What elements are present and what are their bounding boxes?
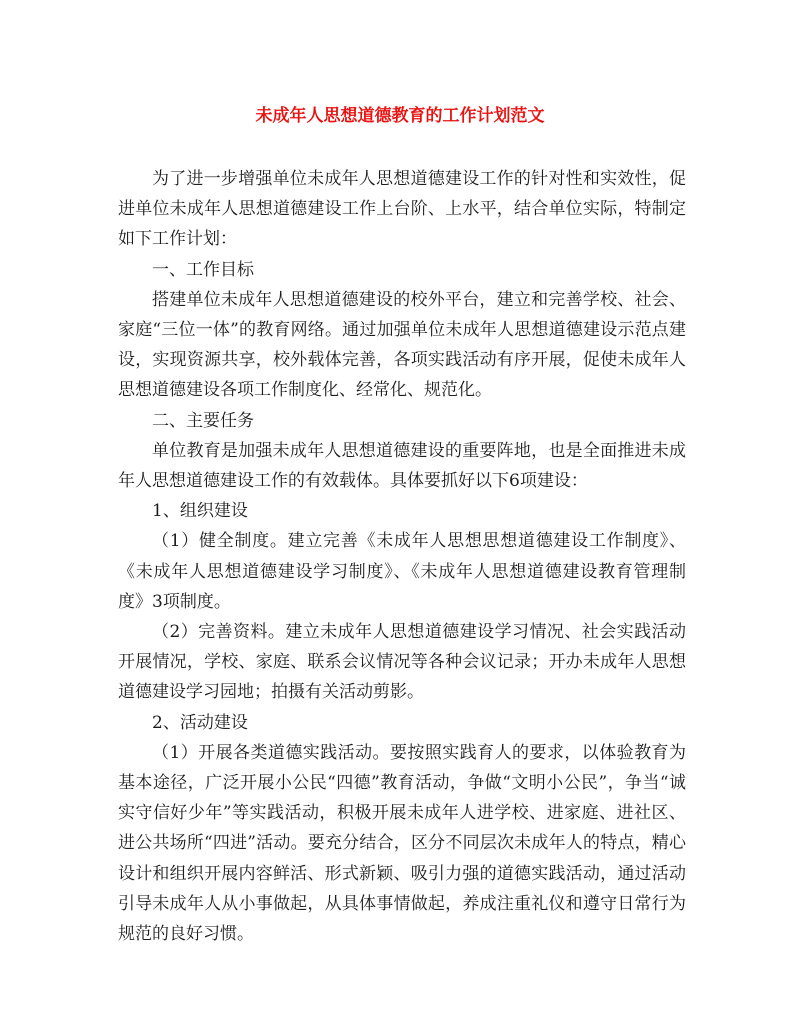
activities-item-1: （1）开展各类道德实践活动。要按照实践育人的要求，以体验教育为基本途径，广泛开展小公民“四德”教育活动，争做“文明小公民”，争当“诚实守信好少年”等实践活动，积极开展未成年人进学校、进家庭、进社区、进公共场所“四进”活动。要充分结合，区分不同层次未成年人的特点，精心设计和组织开展内容鲜活、形式新颖、吸引力强的道德实践活动，通过活动引导未成年人从小事做起，从具体事情做起，养成注重礼仪和遵守日常行为规范的良好习惯。 <box>118 742 686 945</box>
document-title: 未成年人思想道德教育的工作计划范文 <box>255 106 545 126</box>
intro-paragraph: 为了进一步增强单位未成年人思想道德建设工作的针对性和实效性，促进单位未成年人思想道德建设工作上台阶、上水平，结合单位实际，特制定如下工作计划： <box>118 169 686 250</box>
section-heading-tasks: 二、主要任务 <box>152 410 254 431</box>
document-body <box>118 164 686 949</box>
subheading-organization: 1、组织建设 <box>152 501 248 522</box>
organization-item-1: （1）健全制度。建立完善《未成年人思想思想道德建设工作制度》、《未成年人思想道德建设学习制度》、《未成年人思想道德建设教育管理制度》3项制度。 <box>118 531 686 612</box>
organization-item-2: （2）完善资料。建立未成年人思想道德建设学习情况、社会实践活动开展情况，学校、家庭、联系会议情况等各种会议记录；开办未成年人思想道德建设学习园地；拍摄有关活动剪影。 <box>118 622 686 703</box>
goals-paragraph: 搭建单位未成年人思想道德建设的校外平台，建立和完善学校、社会、家庭“三位一体”的教育网络。通过加强单位未成年人思想道德建设示范点建设，实现资源共享，校外载体完善，各项实践活动有序开展，促使未成年人思想道德建设各项工作制度化、经常化、规范化。 <box>118 289 686 401</box>
section-heading-goals: 一、工作目标 <box>152 259 254 280</box>
tasks-paragraph: 单位教育是加强未成年人思想道德建设的重要阵地，也是全面推进未成年人思想道德建设工作的有效载体。具体要抓好以下6项建设： <box>118 440 686 492</box>
subheading-activities: 2、活动建设 <box>152 712 248 733</box>
